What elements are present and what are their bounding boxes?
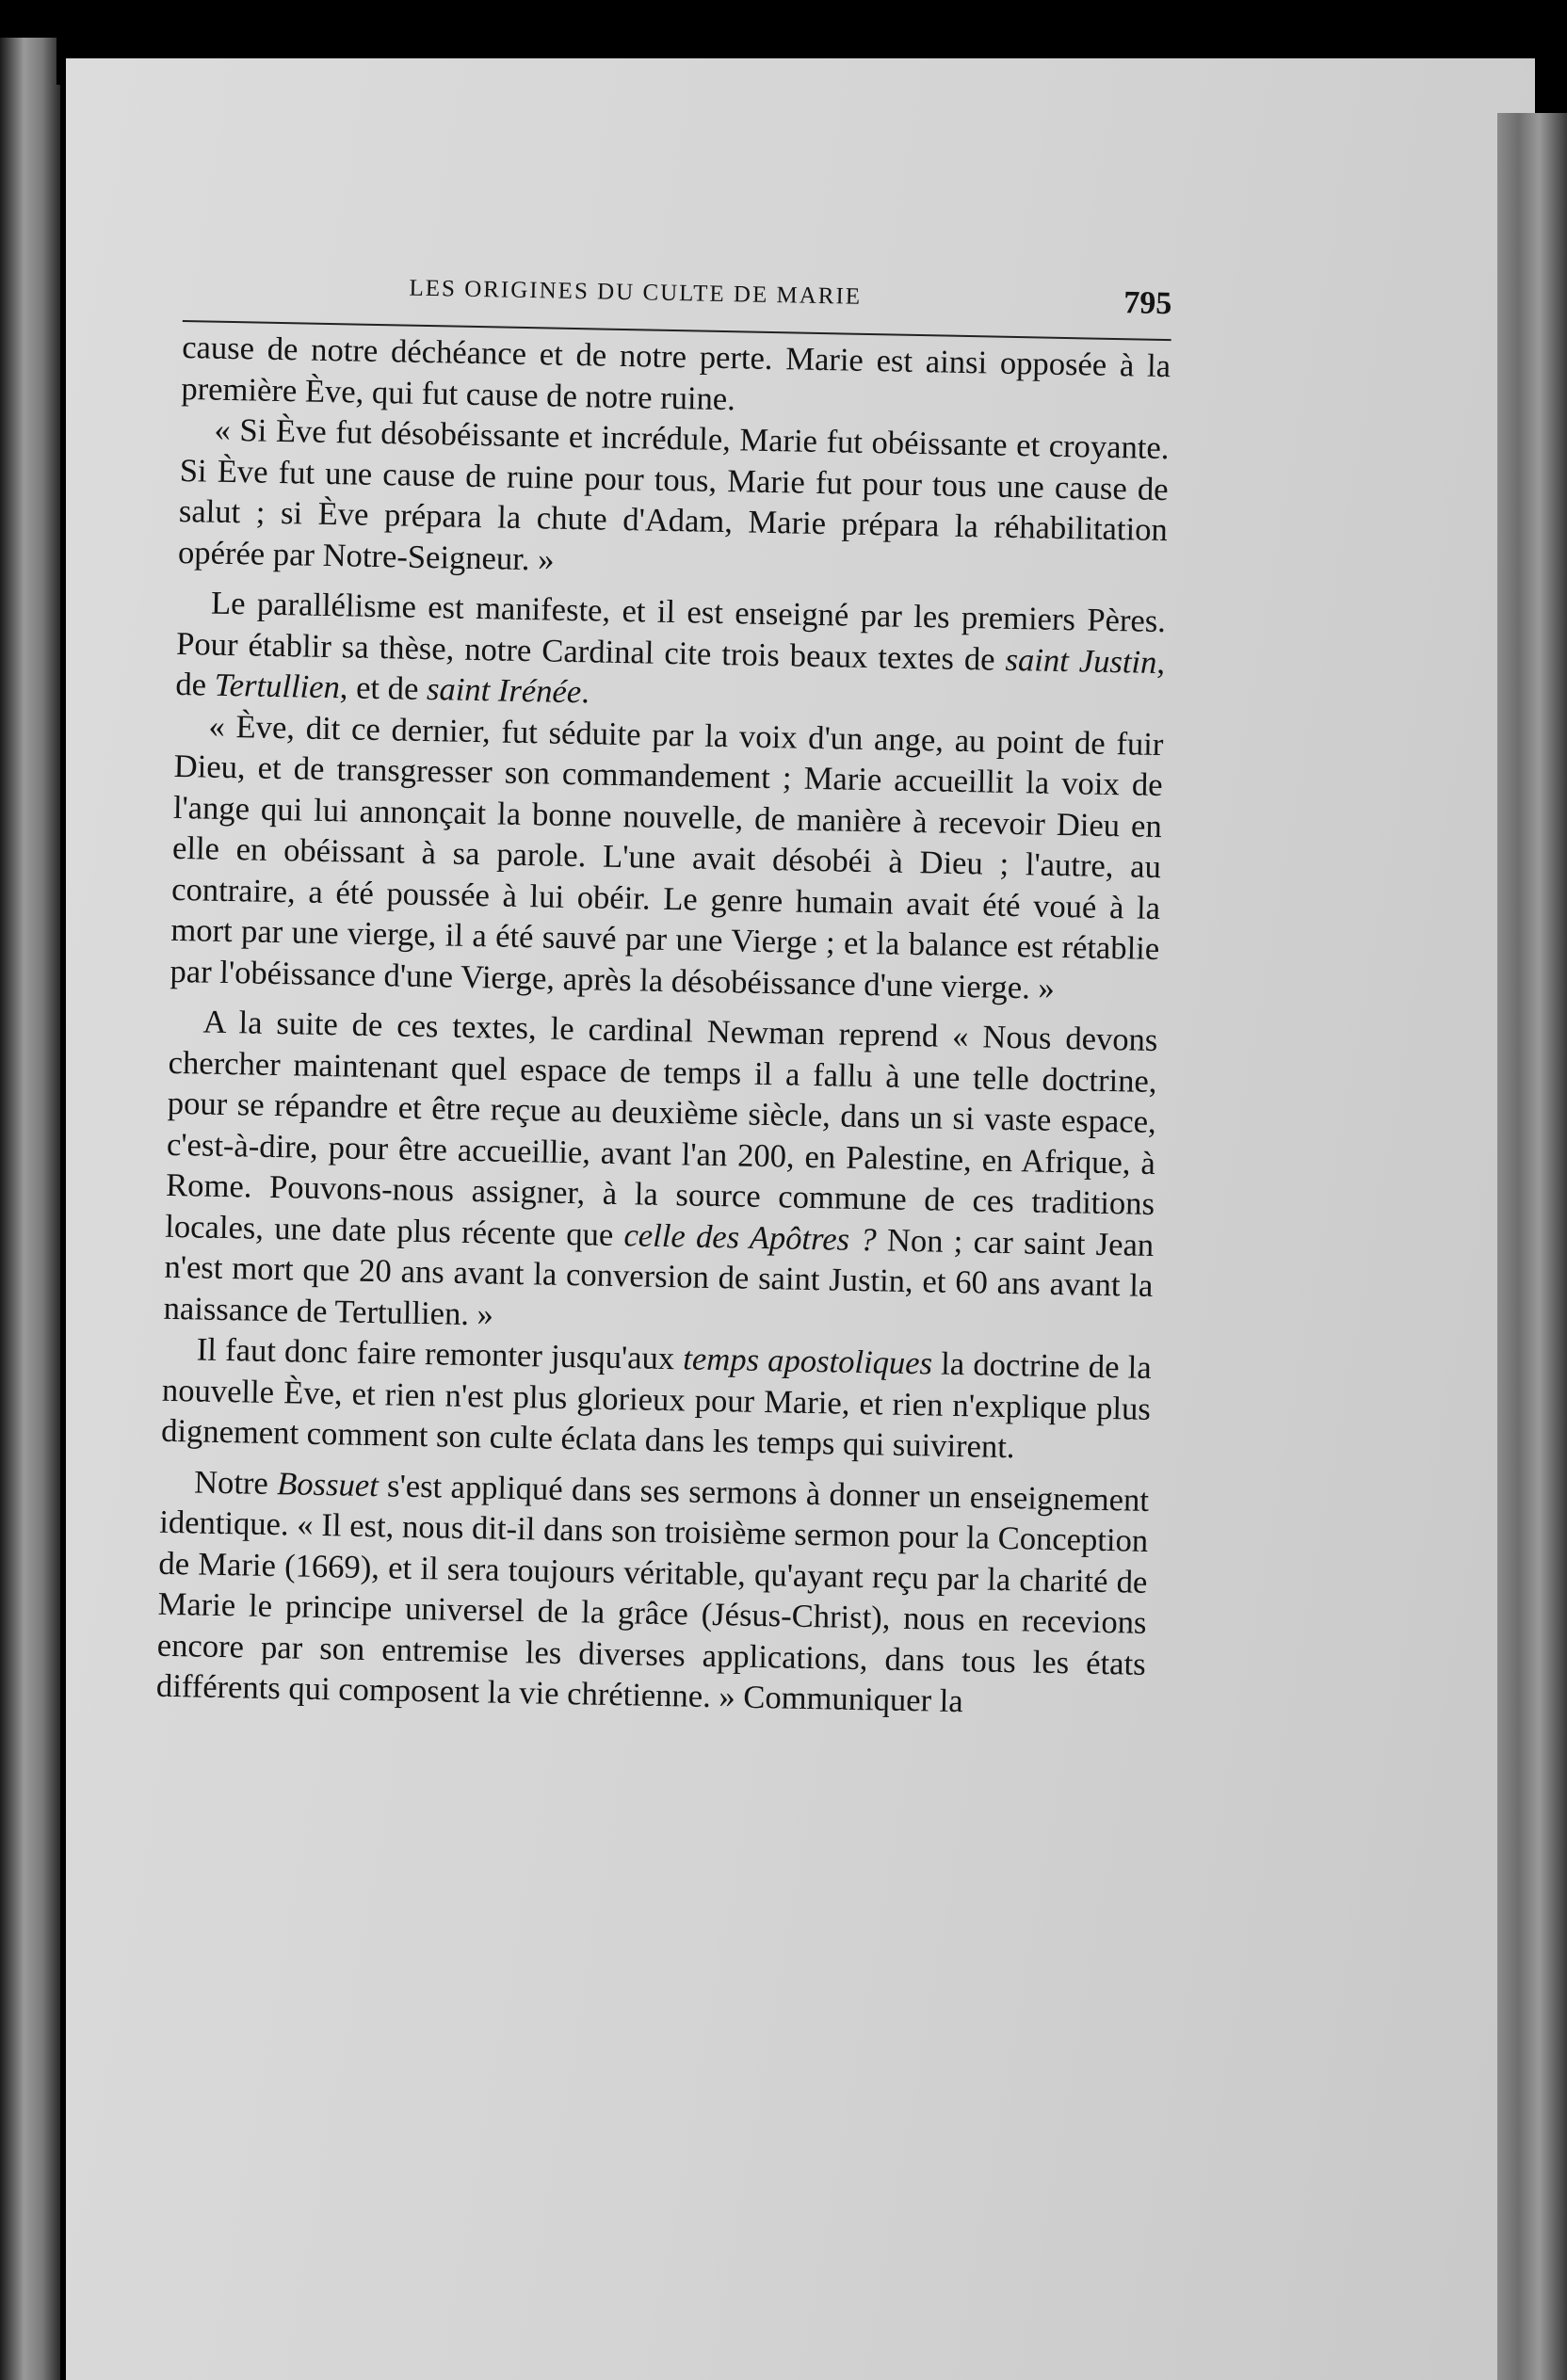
paragraph: Notre Bossuet s'est appliqué dans ses sermons à donner un enseignement identique. « Il est, nous dit-il dans son troisième sermon pour la Conception de Marie (1669), et il sera toujours véritable, qu'ayant reçu par la charité de Marie le principe universel de la grâce (Jésus-Christ), nous en recevions encore par son entremise les diverses applications, dans tous les états différents qui composent la vie chrétienne. » Communiquer la — [155, 1463, 1150, 1720]
running-head: LES ORIGINES DU CULTE DE MARIE — [409, 275, 863, 310]
paragraph: Il faut donc faire remonter jusqu'aux temps apostoliques la doctrine de la nouvelle Ève, et rien n'est plus glorieux pour Marie, et rien n'explique plus dignement comment son culte éclata dans les temps qui suivirent. — [160, 1331, 1153, 1466]
page-number: 795 — [1123, 285, 1172, 322]
paragraph: « Ève, dit ce dernier, fut séduite par la voix d'un ange, au point de fuir Dieu, et de transgresser son commandement ; Marie accueillit la voix de l'ange qui lui annonçait la bonne nouvelle, de manière à recevoir Dieu en elle en obéissant à sa parole. L'une avait désobéi à Dieu ; l'autre, au contraire, a été poussée à lui obéir. Le genre humain avait été voué à la mort par une vierge, il a été sauvé par une Vierge ; et la balance est rétablie par l'obéissance d'une Vierge, après la désobéissance d'une vierge. » — [170, 708, 1164, 1006]
emphasis: temps apostoliques — [683, 1341, 933, 1382]
emphasis: celle des Apôtres ? — [623, 1216, 878, 1258]
paragraph: A la suite de ces textes, le cardinal Newman reprend « Nous devons chercher maintenant quel espace de temps il a fallu à une telle doctrine, pour se répandre et être reçue au deuxième siècle, dans un si vaste espace, c'est-à-dire, pour être accueillie, avant l'an 200, en Palestine, en Afrique, à Rome. Pouvons-nous assigner, à la source commune de ces traditions locales, une date plus récente que celle des Apôtres ? Non ; car saint Jean n'est mort que 20 ans avant la conversion de saint Justin, et 60 ans avant la naissance de Tertullien. » — [163, 1004, 1158, 1333]
left-page-edge — [0, 38, 60, 2380]
citation-name: saint Justin — [1005, 641, 1157, 681]
page-stack-edge — [1497, 113, 1567, 2380]
page-content — [156, 264, 1172, 1726]
paragraph: « Si Ève fut désobéissante et incrédule, Marie fut obéissante et croyante. Si Ève fut une cause de ruine pour tous, Marie fut pour tous une cause de salut ; si Ève prépara la chute d'Adam, Marie prépara la réhabilitation opérée par Notre-Seigneur. » — [177, 411, 1170, 578]
citation-name: saint Irénée — [426, 671, 582, 711]
body-text — [156, 328, 1171, 1726]
paragraph: cause de notre déchéance et de notre perte. Marie est ainsi opposée à la première Ève, qui fut cause de notre ruine. — [181, 329, 1171, 417]
citation-name: Tertullien — [214, 667, 341, 706]
paragraph: Le parallélisme est manifeste, et il est enseigné par les premiers Pères. Pour établir sa thèse, notre Cardinal cite trois beaux textes de saint Justin, de Tertullien, et de saint Irénée. — [175, 585, 1167, 711]
author-name: Bossuet — [276, 1465, 380, 1504]
